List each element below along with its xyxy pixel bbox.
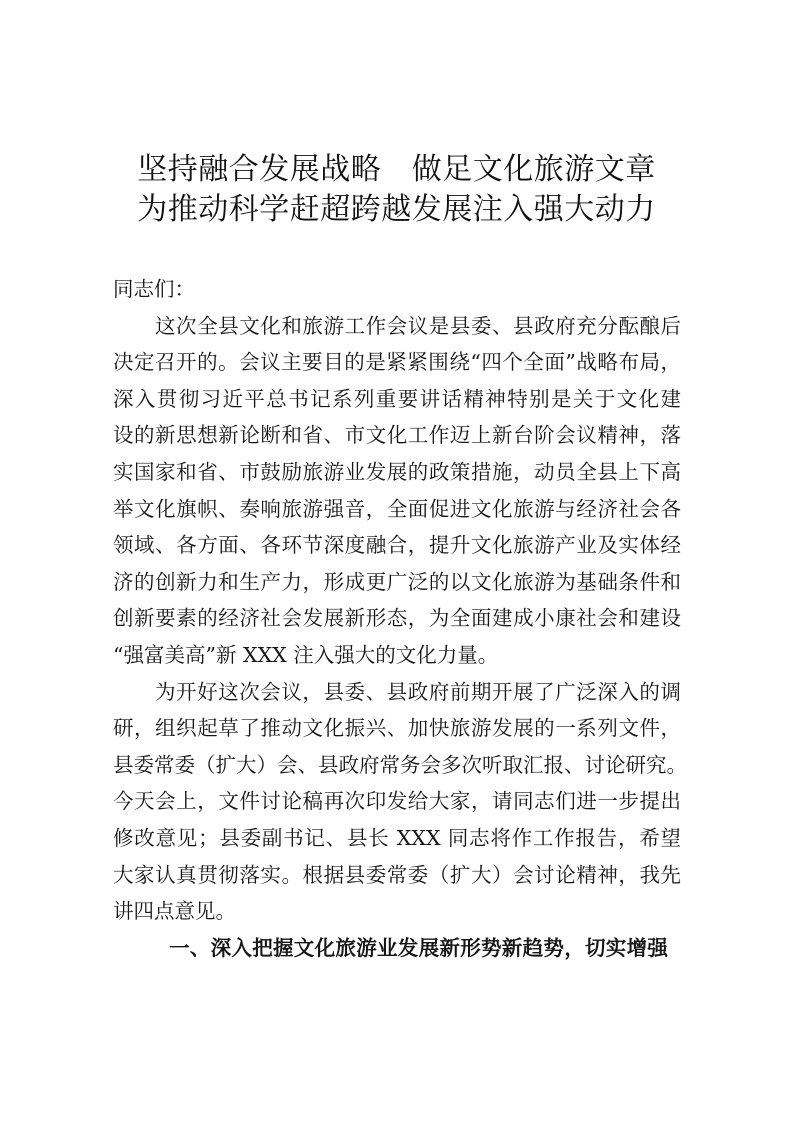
paragraph-line: 举文化旗帜、奏响旅游强音，全面促进文化旅游与经济社会各 [113, 496, 681, 521]
paragraph-line: 设的新思想新论断和省、市文化工作迈上新台阶会议精神，落 [113, 423, 681, 448]
paragraph-line: “强富美高”新 XXX 注入强大的文化力量。 [113, 642, 499, 667]
paragraph-line: 实国家和省、市鼓励旅游业发展的政策措施，动员全县上下高 [113, 459, 681, 484]
paragraph-line: 大家认真贯彻落实。根据县委常委（扩大）会讨论精神，我先 [113, 862, 681, 887]
paragraph-line: 创新要素的经济社会发展新形态，为全面建成小康社会和建设 [113, 606, 681, 631]
paragraph-line: 深入贯彻习近平总书记系列重要讲话精神特别是关于文化建 [113, 386, 681, 411]
paragraph-1 [113, 308, 681, 674]
salutation: 同志们： [113, 277, 195, 301]
title-line-1: 坚持融合发展战略 做足文化旅游文章 [137, 152, 656, 187]
paragraph-line: 为开好这次会议，县委、县政府前期开展了广泛深入的调 [155, 679, 681, 704]
paragraph-line: 济的创新力和生产力，形成更广泛的以文化旅游为基础条件和 [113, 569, 681, 594]
paragraph-line: 这次全县文化和旅游工作会议是县委、县政府充分酝酿后 [155, 313, 681, 338]
paragraph-line: 决定召开的。会议主要目的是紧紧围绕“四个全面”战略布局， [113, 350, 681, 375]
paragraph-line: 讲四点意见。 [113, 899, 236, 924]
paragraph-line: 县委常委（扩大）会、县政府常务会多次听取汇报、讨论研究。 [113, 752, 687, 777]
paragraph-line: 修改意见；县委副书记、县长 XXX 同志将作工作报告，希望 [113, 825, 681, 850]
paragraph-line: 领域、各方面、各环节深度融合，提升文化旅游产业及实体经 [113, 533, 681, 558]
title-line-2: 为推动科学赶超跨越发展注入强大动力 [137, 192, 656, 227]
document-body [113, 271, 687, 966]
section-heading: 一、深入把握文化旅游业发展新形势新趋势，切实增强 [169, 935, 669, 960]
document-title [0, 150, 793, 230]
paragraph-2 [113, 674, 687, 930]
paragraph-line: 研，组织起草了推动文化振兴、加快旅游发展的一系列文件， [113, 716, 681, 741]
paragraph-line: 今天会上，文件讨论稿再次印发给大家，请同志们进一步提出 [113, 789, 681, 814]
